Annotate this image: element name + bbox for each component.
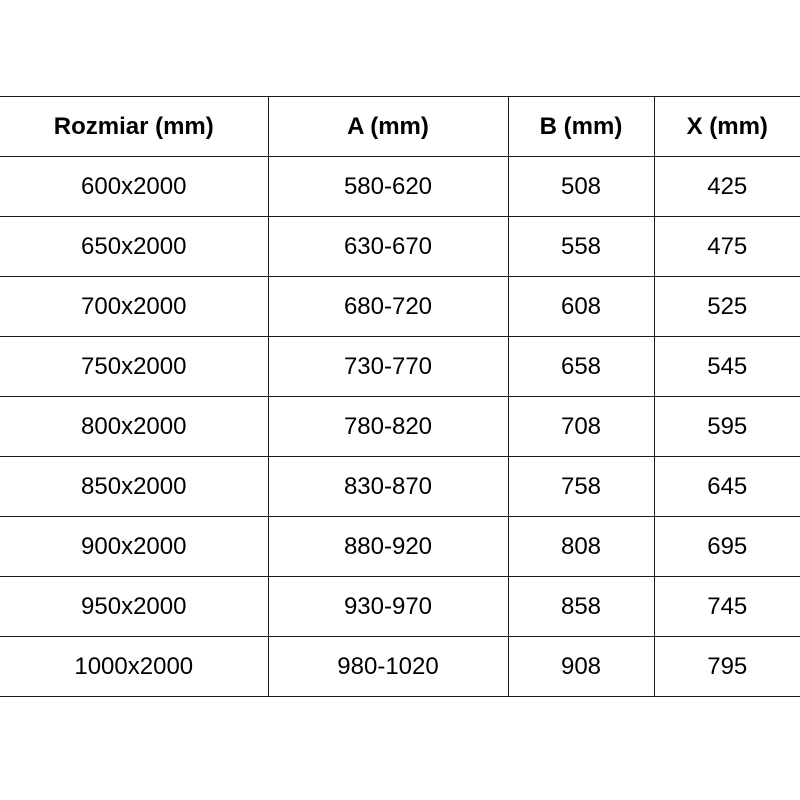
header-b: B (mm) bbox=[508, 97, 654, 157]
cell-b: 708 bbox=[508, 397, 654, 457]
cell-b: 608 bbox=[508, 277, 654, 337]
cell-a: 930-970 bbox=[268, 577, 508, 637]
table-row bbox=[0, 157, 800, 217]
cell-a: 830-870 bbox=[268, 457, 508, 517]
header-x: X (mm) bbox=[654, 97, 800, 157]
cell-size: 750x2000 bbox=[0, 337, 268, 397]
cell-a: 880-920 bbox=[268, 517, 508, 577]
cell-a: 730-770 bbox=[268, 337, 508, 397]
cell-size: 1000x2000 bbox=[0, 637, 268, 697]
table-row bbox=[0, 337, 800, 397]
cell-x: 695 bbox=[654, 517, 800, 577]
cell-size: 900x2000 bbox=[0, 517, 268, 577]
cell-x: 795 bbox=[654, 637, 800, 697]
cell-x: 545 bbox=[654, 337, 800, 397]
cell-a: 580-620 bbox=[268, 157, 508, 217]
cell-size: 600x2000 bbox=[0, 157, 268, 217]
cell-x: 475 bbox=[654, 217, 800, 277]
table-row bbox=[0, 397, 800, 457]
size-table bbox=[0, 96, 800, 697]
cell-a: 680-720 bbox=[268, 277, 508, 337]
table-row bbox=[0, 217, 800, 277]
cell-size: 950x2000 bbox=[0, 577, 268, 637]
cell-b: 808 bbox=[508, 517, 654, 577]
cell-a: 630-670 bbox=[268, 217, 508, 277]
cell-b: 508 bbox=[508, 157, 654, 217]
cell-a: 780-820 bbox=[268, 397, 508, 457]
cell-x: 595 bbox=[654, 397, 800, 457]
table-row bbox=[0, 457, 800, 517]
cell-x: 645 bbox=[654, 457, 800, 517]
cell-b: 558 bbox=[508, 217, 654, 277]
header-a: A (mm) bbox=[268, 97, 508, 157]
table-header bbox=[0, 97, 800, 157]
cell-size: 700x2000 bbox=[0, 277, 268, 337]
cell-b: 908 bbox=[508, 637, 654, 697]
header-size: Rozmiar (mm) bbox=[0, 97, 268, 157]
table-row bbox=[0, 517, 800, 577]
table-row bbox=[0, 637, 800, 697]
table-body bbox=[0, 157, 800, 697]
cell-x: 425 bbox=[654, 157, 800, 217]
cell-b: 758 bbox=[508, 457, 654, 517]
cell-size: 850x2000 bbox=[0, 457, 268, 517]
cell-a: 980-1020 bbox=[268, 637, 508, 697]
cell-x: 745 bbox=[654, 577, 800, 637]
cell-size: 800x2000 bbox=[0, 397, 268, 457]
cell-b: 658 bbox=[508, 337, 654, 397]
cell-x: 525 bbox=[654, 277, 800, 337]
cell-size: 650x2000 bbox=[0, 217, 268, 277]
table-row bbox=[0, 577, 800, 637]
cell-b: 858 bbox=[508, 577, 654, 637]
header-row bbox=[0, 97, 800, 157]
table-row bbox=[0, 277, 800, 337]
